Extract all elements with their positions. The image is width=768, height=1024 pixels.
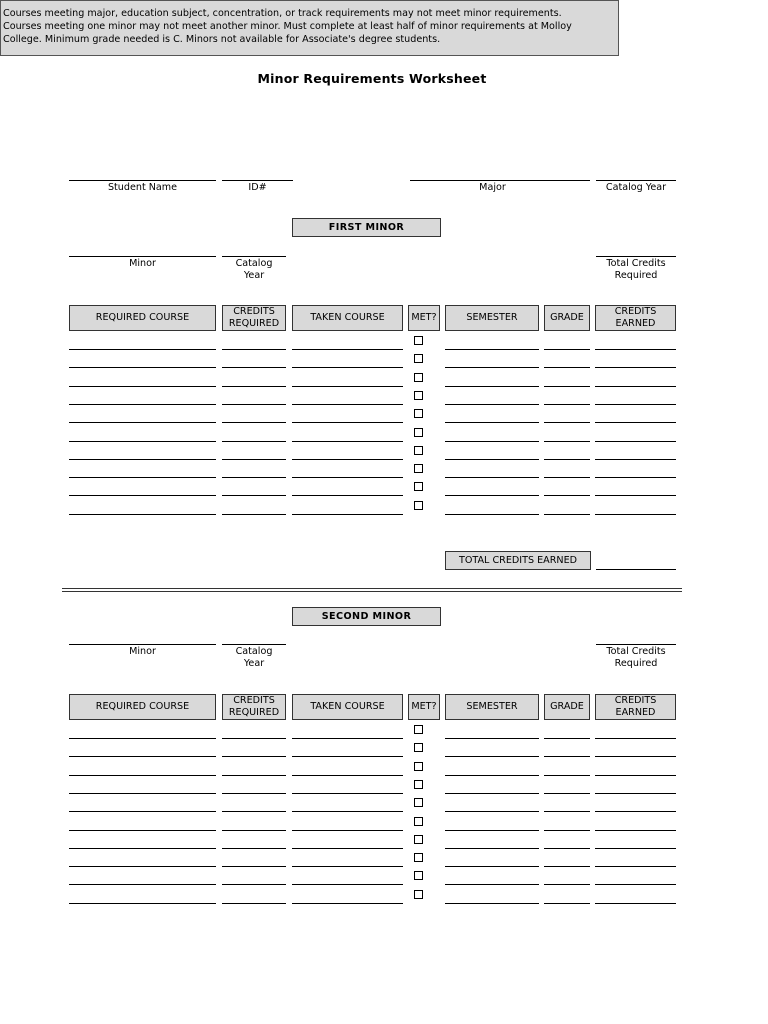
taken-course-cell[interactable]	[292, 349, 403, 350]
grade-cell[interactable]	[544, 848, 590, 849]
taken-course-cell[interactable]	[292, 404, 403, 405]
required-course-cell[interactable]	[69, 459, 216, 460]
semester-cell[interactable]	[445, 441, 539, 442]
col-taken-course: TAKEN COURSE	[292, 694, 403, 720]
credits-earned-cell[interactable]	[595, 903, 676, 904]
semester-cell[interactable]	[445, 367, 539, 368]
met-checkbox[interactable]	[414, 853, 423, 862]
credits-earned-cell[interactable]	[595, 793, 676, 794]
credits-earned-cell[interactable]	[595, 775, 676, 776]
grade-cell[interactable]	[544, 367, 590, 368]
required-course-cell[interactable]	[69, 367, 216, 368]
grade-cell[interactable]	[544, 793, 590, 794]
col-label-line: CREDITS	[614, 306, 657, 317]
col-label-line: REQUIRED	[228, 318, 280, 329]
met-checkbox[interactable]	[414, 762, 423, 771]
met-checkbox[interactable]	[414, 446, 423, 455]
minor-catalog-year-label	[222, 258, 286, 282]
catalog-year-field[interactable]	[596, 180, 676, 181]
semester-cell[interactable]	[445, 884, 539, 885]
minor-catalog-year-label	[222, 646, 286, 670]
col-grade: GRADE	[544, 305, 590, 331]
second-minor-heading: SECOND MINOR	[292, 607, 441, 626]
grade-cell[interactable]	[544, 884, 590, 885]
required-course-cell[interactable]	[69, 903, 216, 904]
credits-earned-cell[interactable]	[595, 404, 676, 405]
credits-earned-cell[interactable]	[595, 811, 676, 812]
taken-course-cell[interactable]	[292, 477, 403, 478]
credits-required-cell[interactable]	[222, 495, 286, 496]
total-credits-earned-field[interactable]	[596, 569, 676, 570]
grade-cell[interactable]	[544, 514, 590, 515]
met-checkbox[interactable]	[414, 409, 423, 418]
notice-box	[0, 0, 619, 56]
col-semester: SEMESTER	[445, 305, 539, 331]
credits-required-cell[interactable]	[222, 459, 286, 460]
met-checkbox[interactable]	[414, 464, 423, 473]
credits-earned-cell[interactable]	[595, 756, 676, 757]
grade-cell[interactable]	[544, 775, 590, 776]
met-checkbox[interactable]	[414, 817, 423, 826]
semester-cell[interactable]	[445, 775, 539, 776]
semester-cell[interactable]	[445, 495, 539, 496]
credits-required-cell[interactable]	[222, 866, 286, 867]
grade-cell[interactable]	[544, 404, 590, 405]
credits-required-cell[interactable]	[222, 793, 286, 794]
minor-catalog-year-field[interactable]	[222, 644, 286, 645]
taken-course-cell[interactable]	[292, 866, 403, 867]
notice-line: Courses meeting one minor may not meet another minor. Must complete at least half of minor requirements at Molloy	[3, 21, 572, 32]
credits-required-cell[interactable]	[222, 367, 286, 368]
semester-cell[interactable]	[445, 738, 539, 739]
required-course-cell[interactable]	[69, 386, 216, 387]
credits-earned-cell[interactable]	[595, 422, 676, 423]
taken-course-cell[interactable]	[292, 811, 403, 812]
met-checkbox[interactable]	[414, 743, 423, 752]
col-label-line: CREDITS	[614, 695, 657, 706]
grade-cell[interactable]	[544, 495, 590, 496]
required-course-cell[interactable]	[69, 793, 216, 794]
required-course-cell[interactable]	[69, 514, 216, 515]
catalog-label-line: Catalog	[235, 258, 273, 269]
col-met: MET?	[408, 694, 440, 720]
credits-earned-cell[interactable]	[595, 349, 676, 350]
credits-required-cell[interactable]	[222, 386, 286, 387]
met-checkbox[interactable]	[414, 428, 423, 437]
page-title: Minor Requirements Worksheet	[257, 71, 487, 86]
col-credits-required	[222, 305, 286, 331]
grade-cell[interactable]	[544, 441, 590, 442]
grade-cell[interactable]	[544, 422, 590, 423]
required-course-cell[interactable]	[69, 404, 216, 405]
minor-field[interactable]	[69, 644, 216, 645]
taken-course-cell[interactable]	[292, 738, 403, 739]
met-checkbox[interactable]	[414, 725, 423, 734]
credits-required-cell[interactable]	[222, 884, 286, 885]
credits-earned-cell[interactable]	[595, 738, 676, 739]
taken-course-cell[interactable]	[292, 386, 403, 387]
taken-course-cell[interactable]	[292, 903, 403, 904]
credits-required-cell[interactable]	[222, 811, 286, 812]
total-credits-required-label	[596, 258, 676, 282]
met-checkbox[interactable]	[414, 482, 423, 491]
col-credits-earned	[595, 694, 676, 720]
semester-cell[interactable]	[445, 477, 539, 478]
grade-cell[interactable]	[544, 811, 590, 812]
credits-earned-cell[interactable]	[595, 514, 676, 515]
grade-cell[interactable]	[544, 386, 590, 387]
met-checkbox[interactable]	[414, 336, 423, 345]
grade-cell[interactable]	[544, 756, 590, 757]
credits-earned-cell[interactable]	[595, 830, 676, 831]
col-label-line: CREDITS	[233, 695, 275, 706]
student-id-field[interactable]	[222, 180, 293, 181]
total-credits-label-line: Required	[614, 270, 658, 281]
catalog-year-label: Catalog Year	[605, 182, 667, 193]
met-checkbox[interactable]	[414, 501, 423, 510]
met-checkbox[interactable]	[414, 871, 423, 880]
total-credits-required-label	[596, 646, 676, 670]
required-course-cell[interactable]	[69, 756, 216, 757]
credits-required-cell[interactable]	[222, 903, 286, 904]
semester-cell[interactable]	[445, 756, 539, 757]
required-course-cell[interactable]	[69, 738, 216, 739]
total-credits-required-field[interactable]	[596, 644, 676, 645]
met-checkbox[interactable]	[414, 890, 423, 899]
credits-required-cell[interactable]	[222, 848, 286, 849]
credits-earned-cell[interactable]	[595, 477, 676, 478]
grade-cell[interactable]	[544, 866, 590, 867]
col-grade: GRADE	[544, 694, 590, 720]
semester-cell[interactable]	[445, 459, 539, 460]
semester-cell[interactable]	[445, 404, 539, 405]
grade-cell[interactable]	[544, 738, 590, 739]
credits-required-cell[interactable]	[222, 756, 286, 757]
credits-required-cell[interactable]	[222, 477, 286, 478]
taken-course-cell[interactable]	[292, 422, 403, 423]
credits-required-cell[interactable]	[222, 349, 286, 350]
taken-course-cell[interactable]	[292, 367, 403, 368]
credits-required-cell[interactable]	[222, 775, 286, 776]
total-credits-required-field[interactable]	[596, 256, 676, 257]
total-credits-label-line: Total Credits	[606, 646, 666, 657]
semester-cell[interactable]	[445, 866, 539, 867]
credits-required-cell[interactable]	[222, 441, 286, 442]
required-course-cell[interactable]	[69, 441, 216, 442]
col-credits-earned	[595, 305, 676, 331]
semester-cell[interactable]	[445, 811, 539, 812]
required-course-cell[interactable]	[69, 422, 216, 423]
required-course-cell[interactable]	[69, 848, 216, 849]
semester-cell[interactable]	[445, 386, 539, 387]
required-course-cell[interactable]	[69, 775, 216, 776]
grade-cell[interactable]	[544, 903, 590, 904]
major-field[interactable]	[410, 180, 590, 181]
notice-line: College. Minimum grade needed is C. Minors not available for Associate's degree students.	[3, 34, 441, 45]
credits-earned-cell[interactable]	[595, 495, 676, 496]
grade-cell[interactable]	[544, 830, 590, 831]
met-checkbox[interactable]	[414, 373, 423, 382]
required-course-cell[interactable]	[69, 884, 216, 885]
required-course-cell[interactable]	[69, 830, 216, 831]
semester-cell[interactable]	[445, 848, 539, 849]
credits-earned-cell[interactable]	[595, 386, 676, 387]
taken-course-cell[interactable]	[292, 514, 403, 515]
credits-earned-cell[interactable]	[595, 866, 676, 867]
met-checkbox[interactable]	[414, 780, 423, 789]
major-label: Major	[479, 182, 506, 193]
total-credits-label-line: Required	[614, 658, 658, 669]
credits-earned-cell[interactable]	[595, 459, 676, 460]
met-checkbox[interactable]	[414, 354, 423, 363]
taken-course-cell[interactable]	[292, 756, 403, 757]
notice-line: Courses meeting major, education subject, concentration, or track requirements may not meet minor requirements.	[3, 8, 562, 19]
credits-earned-cell[interactable]	[595, 848, 676, 849]
minor-label: Minor	[129, 258, 156, 269]
taken-course-cell[interactable]	[292, 884, 403, 885]
semester-cell[interactable]	[445, 793, 539, 794]
student-name-label: Student Name	[107, 182, 178, 193]
taken-course-cell[interactable]	[292, 830, 403, 831]
required-course-cell[interactable]	[69, 495, 216, 496]
semester-cell[interactable]	[445, 830, 539, 831]
required-course-cell[interactable]	[69, 349, 216, 350]
catalog-label-line: Year	[243, 270, 265, 281]
grade-cell[interactable]	[544, 349, 590, 350]
minor-label: Minor	[129, 646, 156, 657]
taken-course-cell[interactable]	[292, 793, 403, 794]
grade-cell[interactable]	[544, 477, 590, 478]
semester-cell[interactable]	[445, 422, 539, 423]
credits-required-cell[interactable]	[222, 738, 286, 739]
taken-course-cell[interactable]	[292, 775, 403, 776]
met-checkbox[interactable]	[414, 835, 423, 844]
credits-required-cell[interactable]	[222, 514, 286, 515]
col-met: MET?	[408, 305, 440, 331]
required-course-cell[interactable]	[69, 866, 216, 867]
student-name-field[interactable]	[69, 180, 216, 181]
section-divider	[62, 588, 682, 592]
grade-cell[interactable]	[544, 459, 590, 460]
taken-course-cell[interactable]	[292, 441, 403, 442]
col-label-line: CREDITS	[233, 306, 275, 317]
required-course-cell[interactable]	[69, 477, 216, 478]
credits-earned-cell[interactable]	[595, 441, 676, 442]
catalog-label-line: Catalog	[235, 646, 273, 657]
catalog-label-line: Year	[243, 658, 265, 669]
col-label-line: REQUIRED	[228, 707, 280, 718]
semester-cell[interactable]	[445, 514, 539, 515]
credits-required-cell[interactable]	[222, 830, 286, 831]
student-id-label: ID#	[248, 182, 267, 193]
col-taken-course: TAKEN COURSE	[292, 305, 403, 331]
col-label-line: EARNED	[615, 318, 656, 329]
met-checkbox[interactable]	[414, 391, 423, 400]
credits-required-cell[interactable]	[222, 404, 286, 405]
total-credits-earned-label: TOTAL CREDITS EARNED	[445, 551, 591, 570]
met-checkbox[interactable]	[414, 798, 423, 807]
col-label-line: EARNED	[615, 707, 656, 718]
col-required-course: REQUIRED COURSE	[69, 305, 216, 331]
credits-required-cell[interactable]	[222, 422, 286, 423]
minor-field[interactable]	[69, 256, 216, 257]
credits-earned-cell[interactable]	[595, 367, 676, 368]
minor-catalog-year-field[interactable]	[222, 256, 286, 257]
col-semester: SEMESTER	[445, 694, 539, 720]
taken-course-cell[interactable]	[292, 848, 403, 849]
semester-cell[interactable]	[445, 349, 539, 350]
credits-earned-cell[interactable]	[595, 884, 676, 885]
taken-course-cell[interactable]	[292, 459, 403, 460]
required-course-cell[interactable]	[69, 811, 216, 812]
semester-cell[interactable]	[445, 903, 539, 904]
taken-course-cell[interactable]	[292, 495, 403, 496]
col-credits-required	[222, 694, 286, 720]
col-required-course: REQUIRED COURSE	[69, 694, 216, 720]
total-credits-label-line: Total Credits	[606, 258, 666, 269]
first-minor-heading: FIRST MINOR	[292, 218, 441, 237]
